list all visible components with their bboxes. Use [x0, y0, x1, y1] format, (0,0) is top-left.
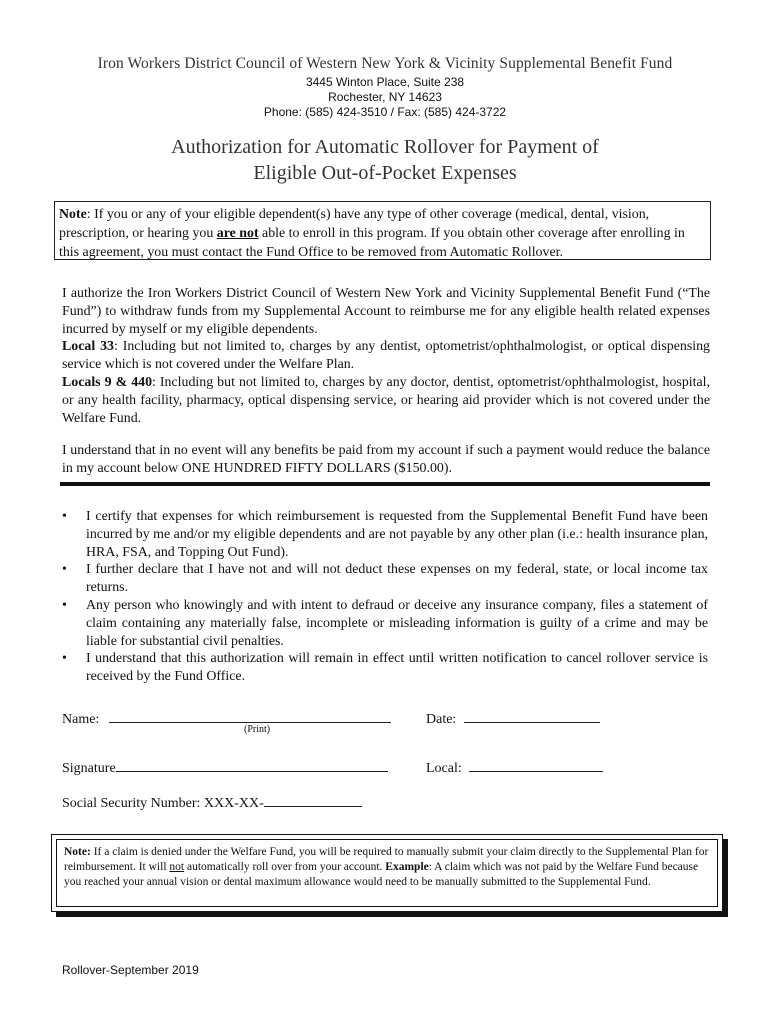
- bottom-note-example-label: Example: [385, 861, 429, 874]
- address-line-2: Rochester, NY 14623: [328, 90, 442, 104]
- ssn-label: Social Security Number: XXX-XX-: [62, 796, 264, 811]
- bottom-note-text-2: automatically roll over from your account.: [184, 861, 386, 874]
- title-line-2: Eligible Out-of-Pocket Expenses: [253, 162, 517, 184]
- top-note-text-2: able to enroll in this program. If you obtain other coverage after enrolling in this agreement, you must contact the Fund Office to be removed from Automatic Rollover.: [59, 226, 685, 260]
- name-field-row: [62, 708, 391, 728]
- bottom-note-text-1: If a claim is denied under the Welfare Fund, you will be required to manually submit your claim directly to the Supplemental Plan for reimbursement. It will: [64, 846, 709, 874]
- list-item: [62, 508, 708, 561]
- list-item: [62, 597, 708, 650]
- bullet-icon: •: [62, 597, 67, 613]
- bullet-icon: •: [62, 651, 67, 667]
- local-field-row: [426, 757, 603, 777]
- name-input[interactable]: [109, 708, 391, 723]
- date-field-row: [426, 708, 600, 728]
- date-input[interactable]: [464, 708, 600, 723]
- list-item-text: I certify that expenses for which reimbursement is requested from the Supplemental Benefit Fund have been incurred by me and/or my eligible dependents and are not payable by any other plan (i.e.: health insurance plan, HRA, FSA, and Topping Out Fund).: [86, 509, 708, 560]
- footer-revision: Rollover-September 2019: [62, 963, 199, 977]
- name-label: Name:: [62, 712, 100, 727]
- page-title: [0, 134, 770, 186]
- section-divider: [60, 482, 710, 486]
- fund-name: Iron Workers District Council of Western New York & Vicinity Supplemental Benefit Fund: [97, 55, 673, 72]
- local33-label: Local 33: [62, 339, 114, 355]
- certification-list: [62, 508, 708, 686]
- balance-paragraph: I understand that in no event will any benefits be paid from my account if such a payment would reduce the balance in my account below ONE HUNDRED FIFTY DOLLARS ($150.00).: [62, 443, 710, 476]
- address-line-1: 3445 Winton Place, Suite 238: [305, 75, 465, 89]
- bottom-note-not: not: [169, 861, 185, 874]
- top-note-label: Note: [59, 207, 87, 222]
- local-input[interactable]: [469, 757, 603, 772]
- list-item: [62, 650, 708, 686]
- ssn-input[interactable]: [264, 792, 362, 807]
- authorization-intro: I authorize the Iron Workers District Council of Western New York and Vicinity Supplemental Benefit Fund (“The Fund”) to withdraw funds from my Supplemental Account to reimburse me for any eligible health related expenses incurred by myself or my eligible dependents.: [62, 286, 710, 337]
- phone-fax: Phone: (585) 424-3510 / Fax: (585) 424-3722: [263, 105, 507, 119]
- list-item-text: I further declare that I have not and will not deduct these expenses on my federal, state, or local income tax returns.: [86, 562, 708, 596]
- ssn-field-row: [62, 792, 362, 812]
- bullet-icon: •: [62, 509, 67, 524]
- locals9-label: Locals 9 & 440: [62, 374, 153, 390]
- title-line-1: Authorization for Automatic Rollover for Payment of: [171, 136, 599, 158]
- top-note-text-1: : If you or any of your eligible dependent(s) have any type of other coverage (medical, dental, vision, prescription, or hearing you: [59, 207, 650, 241]
- print-label: (Print): [244, 724, 271, 735]
- authorization-paragraph: [62, 285, 710, 427]
- top-note-box: [54, 201, 711, 260]
- bullet-icon: •: [62, 562, 67, 578]
- list-item-text: Any person who knowingly and with intent to defraud or deceive any insurance company, files a statement of claim containing any materially false, incomplete or misleading information is guilty of a crime and may be liable for substantial civil penalties.: [86, 597, 708, 649]
- signature-field-row: [62, 757, 388, 777]
- top-note-emphasis: are not: [216, 226, 259, 241]
- local-label: Local:: [426, 761, 462, 776]
- date-label: Date:: [426, 712, 457, 727]
- locals9-text: : Including but not limited to, charges by any doctor, dentist, optometrist/ophthalmologist, hospital, or any health facility, pharmacy, optical dispensing service, or hearing aid provider which is not covered under the Welfare Fund.: [62, 374, 710, 426]
- list-item: [62, 561, 708, 597]
- list-item-text: I understand that this authorization will remain in effect until written notification to cancel rollover service is received by the Fund Office.: [86, 651, 708, 685]
- bottom-note-label: Note:: [64, 846, 91, 858]
- bottom-note-text-3: : A claim which was not paid by the Welfare Fund because you reached your annual vision or dental maximum allowance would need to be manually submitted to the Supplemental Fund.: [64, 861, 699, 889]
- signature-label: Signature: [62, 761, 116, 776]
- signature-input[interactable]: [116, 757, 388, 772]
- local33-text: : Including but not limited to, charges by any dentist, optometrist/ophthalmologist, or optical dispensing service which is not covered under the Welfare Plan.: [62, 339, 711, 373]
- bottom-note-box: [56, 839, 718, 907]
